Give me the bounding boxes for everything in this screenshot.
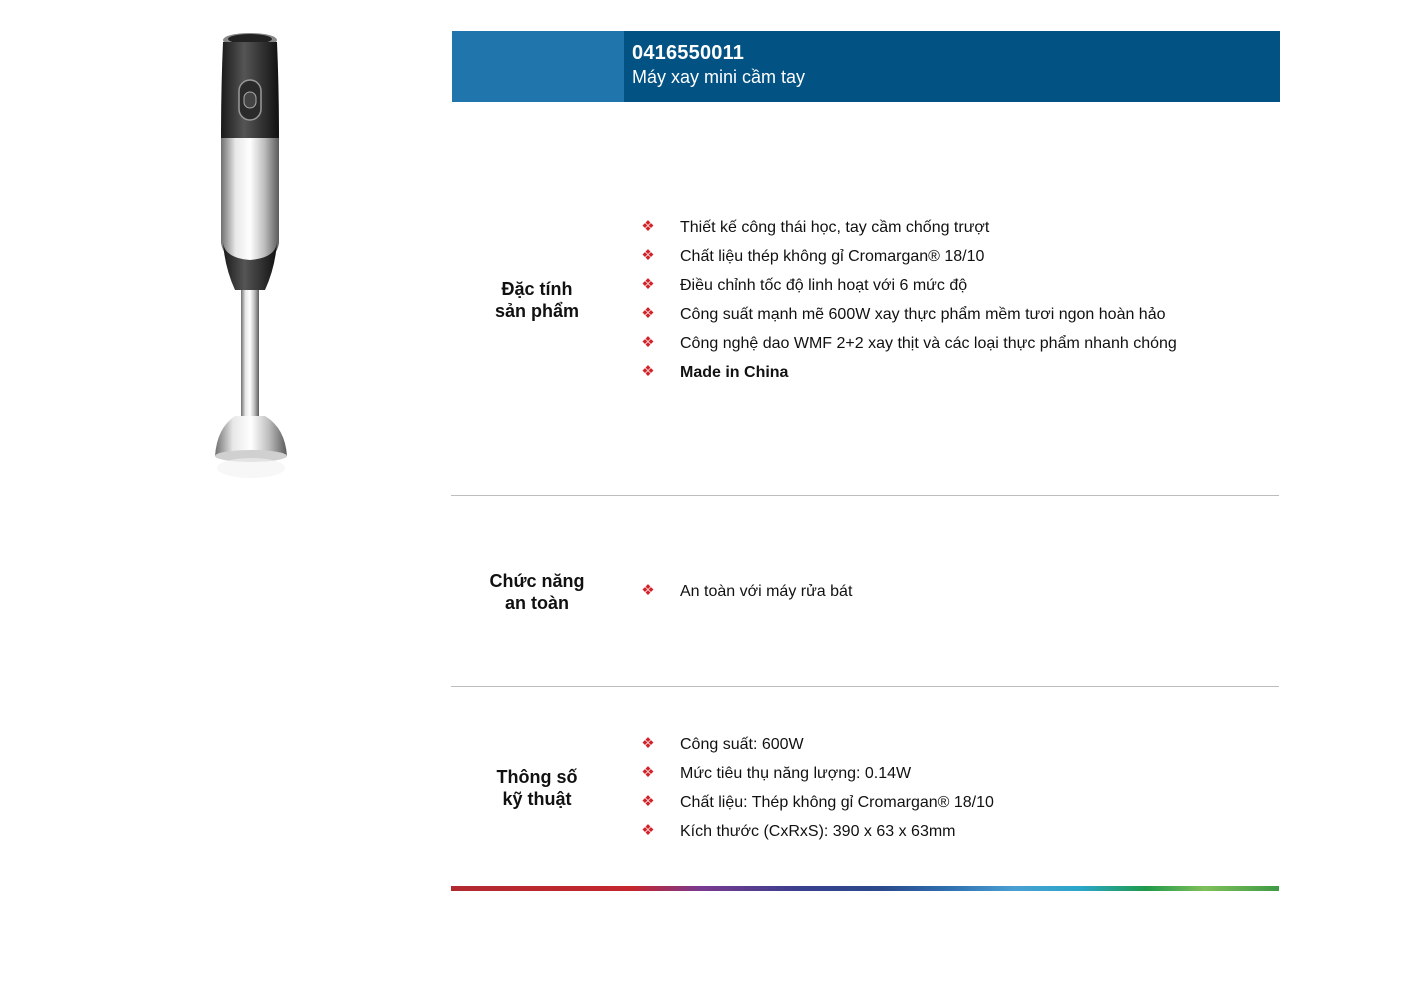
bullet-icon: ❖: [641, 276, 655, 293]
bullet-icon: ❖: [641, 822, 655, 839]
list-item: [640, 334, 1177, 363]
bullet-icon: ❖: [641, 363, 655, 380]
safety-list: [640, 582, 852, 611]
features-section: [452, 102, 1280, 495]
bullet-icon: ❖: [641, 793, 655, 810]
product-image: [205, 28, 300, 498]
bullet-icon: ❖: [641, 305, 655, 322]
list-item: [640, 735, 994, 764]
features-label-line2: sản phẩm: [494, 301, 580, 321]
list-item-text: Công nghệ dao WMF 2+2 xay thịt và các loại thực phẩm nhanh chóng: [680, 335, 1177, 352]
bullet-icon: ❖: [641, 764, 655, 781]
bullet-icon: ❖: [641, 218, 655, 235]
specs-list: [640, 735, 994, 851]
list-item-text: Chất liệu thép không gỉ Cromargan® 18/10: [680, 248, 985, 265]
list-item-text: An toàn với máy rửa bát: [680, 583, 853, 600]
list-item: [640, 276, 1177, 305]
product-code: 0416550011: [632, 42, 745, 64]
safety-label-line1: Chức năng: [489, 571, 585, 591]
specs-label-line1: Thông số: [496, 767, 578, 787]
product-header: [452, 31, 1280, 102]
bullet-icon: ❖: [641, 247, 655, 264]
list-item: [640, 764, 994, 793]
safety-label: [452, 570, 622, 614]
list-item: [640, 822, 994, 851]
features-list: [640, 218, 1177, 392]
product-name: Máy xay mini cầm tay: [632, 67, 806, 87]
list-item: [640, 247, 1177, 276]
features-label: [452, 278, 622, 322]
features-label-line1: Đặc tính: [501, 279, 573, 299]
list-item-text: Công suất: 600W: [680, 736, 804, 753]
list-item: [640, 305, 1177, 334]
safety-label-line2: an toàn: [504, 593, 569, 613]
specs-label: [452, 766, 622, 810]
bullet-icon: ❖: [641, 582, 655, 599]
bullet-icon: ❖: [641, 735, 655, 752]
list-item: [640, 793, 994, 822]
list-item-text: Chất liệu: Thép không gỉ Cromargan® 18/10: [680, 794, 994, 811]
specs-section: [452, 687, 1280, 885]
header-left-block: [452, 31, 624, 102]
list-item-text: Made in China: [680, 364, 789, 381]
header-right-block: [624, 31, 1280, 102]
list-item-text: Thiết kế công thái học, tay cầm chống trượt: [680, 219, 990, 236]
list-item-text: Mức tiêu thụ năng lượng: 0.14W: [680, 765, 912, 782]
list-item: [640, 582, 852, 611]
list-item: [640, 363, 1177, 392]
footer-color-bar: [451, 886, 1279, 891]
list-item: [640, 218, 1177, 247]
bullet-icon: ❖: [641, 334, 655, 351]
safety-section: [452, 496, 1280, 686]
specs-label-line2: kỹ thuật: [502, 789, 572, 809]
list-item-text: Công suất mạnh mẽ 600W xay thực phẩm mềm tươi ngon hoàn hảo: [680, 306, 1166, 323]
list-item-text: Kích thước (CxRxS): 390 x 63 x 63mm: [680, 823, 956, 840]
list-item-text: Điều chỉnh tốc độ linh hoạt với 6 mức độ: [680, 277, 968, 294]
